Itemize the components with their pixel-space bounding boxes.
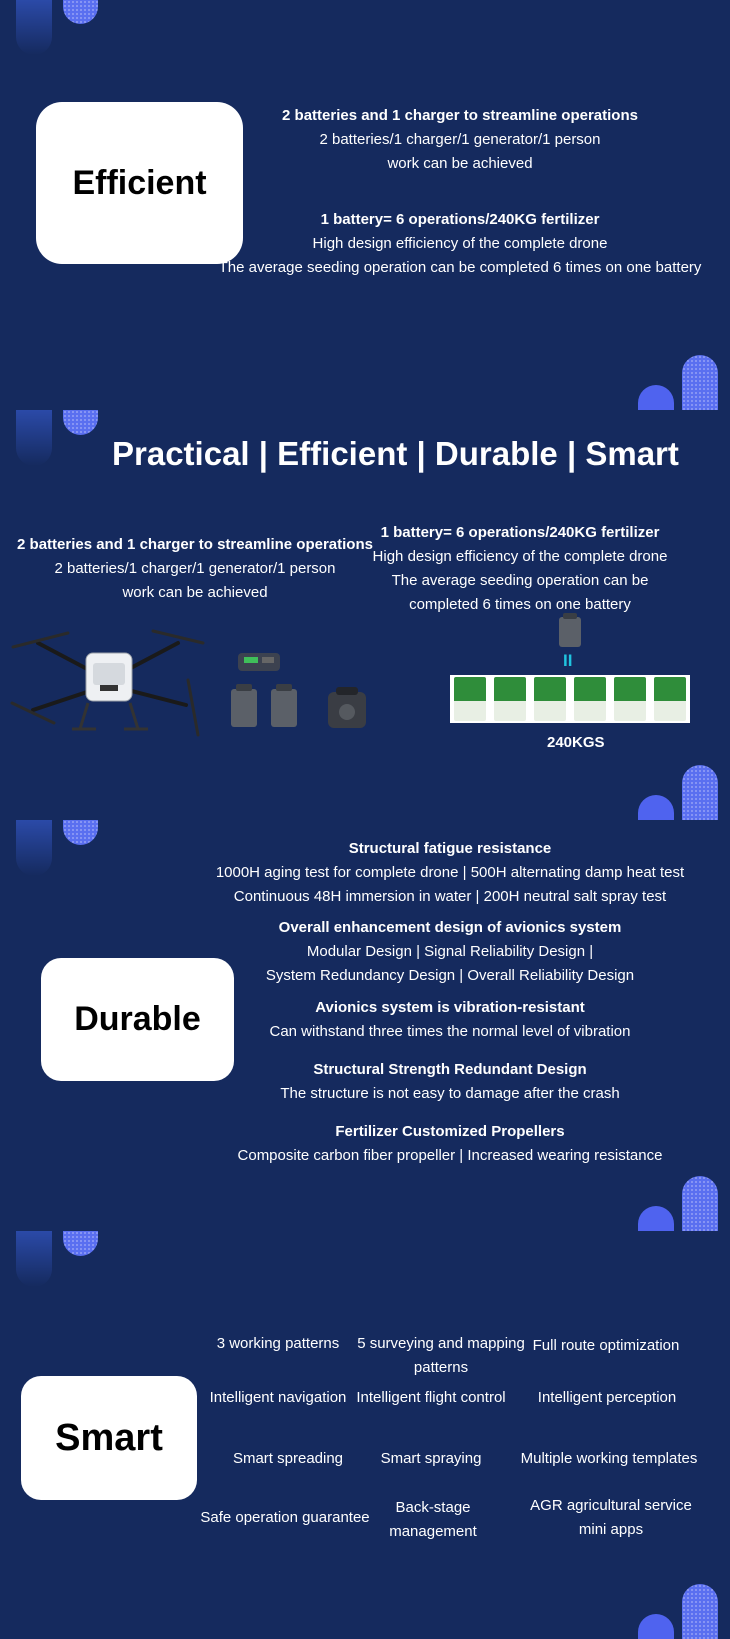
fertilizer-bag-2 [494,677,526,721]
practical-right-line2: The average seeding operation can be [391,572,649,589]
decor-bottom-right-2 [638,765,718,820]
decor-top-left-2 [16,410,100,468]
practical-left-line2: work can be achieved [122,584,268,601]
bags-weight-label: 240KGS [547,734,605,751]
decor-top-left-3 [16,820,100,878]
feature-backstage-management: Back-stage management [389,1499,477,1540]
fertilizer-bag-6 [654,677,686,721]
equals-sign: II [563,651,573,670]
decor-top-left-1 [16,0,100,58]
durable-avionics-line1: Modular Design | Signal Reliability Design | [306,943,594,960]
practical-headline: Practical | Efficient | Durable | Smart [112,435,679,472]
fertilizer-bag-1 [454,677,486,721]
durable-strength-line1: The structure is not easy to damage after the crash [280,1085,620,1102]
fertilizer-bags [450,675,690,723]
smart-card [21,1376,197,1500]
durable-fatigue-line1: 1000H aging test for complete drone | 500H alternating damp heat test [215,864,685,881]
decor-bottom-right-1 [638,355,718,410]
battery-icon-2 [268,683,300,729]
decor-bottom-right-3 [638,1176,718,1231]
decor-top-left-4 [16,1231,100,1289]
durable-text-block [200,837,700,1168]
durable-card-label: Durable [74,1000,201,1038]
feature-working-patterns: 3 working patterns [216,1335,340,1352]
practical-right-line3: completed 6 times on one battery [409,596,631,613]
durable-fatigue-title: Structural fatigue resistance [348,840,552,857]
fertilizer-bag-5 [614,677,646,721]
practical-left-block [10,533,380,605]
feature-smart-spraying: Smart spraying [380,1450,482,1467]
charger-illustration [234,647,284,675]
fertilizer-bag-3 [534,677,566,721]
smart-card-label: Smart [55,1416,163,1459]
efficient-card [36,102,243,264]
feature-flight-control: Intelligent flight control [356,1389,506,1406]
efficient-card-label: Efficient [72,163,207,202]
feature-route-optimization: Full route optimization [532,1337,680,1354]
single-battery-icon [557,612,583,648]
fertilizer-bag-4 [574,677,606,721]
durable-vibration-line1: Can withstand three times the normal level of vibration [269,1023,631,1040]
practical-right-block [360,521,680,617]
feature-intelligent-navigation: Intelligent navigation [209,1389,347,1406]
decor-bottom-right-4 [638,1584,718,1639]
feature-agr-service: AGR agricultural service mini apps [530,1497,692,1538]
efficient-operations-line1: High design efficiency of the complete drone [312,235,608,252]
feature-surveying-mapping: 5 surveying and mapping patterns [357,1335,525,1376]
feature-safe-operation: Safe operation guarantee [200,1509,370,1526]
generator-icon [326,686,368,730]
practical-right-line1: High design efficiency of the complete drone [372,548,668,565]
efficient-batteries-line2: work can be achieved [387,155,533,172]
feature-intelligent-perception: Intelligent perception [537,1389,677,1406]
efficient-operations-line2: The average seeding operation can be completed 6 times on one battery [218,259,702,276]
durable-propellers-title: Fertilizer Customized Propellers [335,1123,565,1140]
practical-left-title: 2 batteries and 1 charger to streamline operations [17,536,373,553]
efficient-text-block [215,104,705,280]
efficient-batteries-title: 2 batteries and 1 charger to streamline operations [282,107,638,124]
feature-smart-spreading: Smart spreading [232,1450,344,1467]
practical-right-title: 1 battery= 6 operations/240KG fertilizer [380,524,660,541]
efficient-batteries-line1: 2 batteries/1 charger/1 generator/1 person [319,131,601,148]
efficient-operations-title: 1 battery= 6 operations/240KG fertilizer [320,211,600,228]
battery-icon-1 [228,683,260,729]
durable-avionics-title: Overall enhancement design of avionics system [278,919,622,936]
drone-illustration [8,625,208,745]
durable-propellers-line1: Composite carbon fiber propeller | Increased wearing resistance [237,1147,663,1164]
practical-left-line1: 2 batteries/1 charger/1 generator/1 person [54,560,336,577]
durable-strength-title: Structural Strength Redundant Design [313,1061,587,1078]
durable-avionics-line2: System Redundancy Design | Overall Reliability Design [265,967,635,984]
feature-working-templates: Multiple working templates [520,1450,698,1467]
durable-vibration-title: Avionics system is vibration-resistant [315,999,585,1016]
durable-fatigue-line2: Continuous 48H immersion in water | 200H neutral salt spray test [233,888,667,905]
